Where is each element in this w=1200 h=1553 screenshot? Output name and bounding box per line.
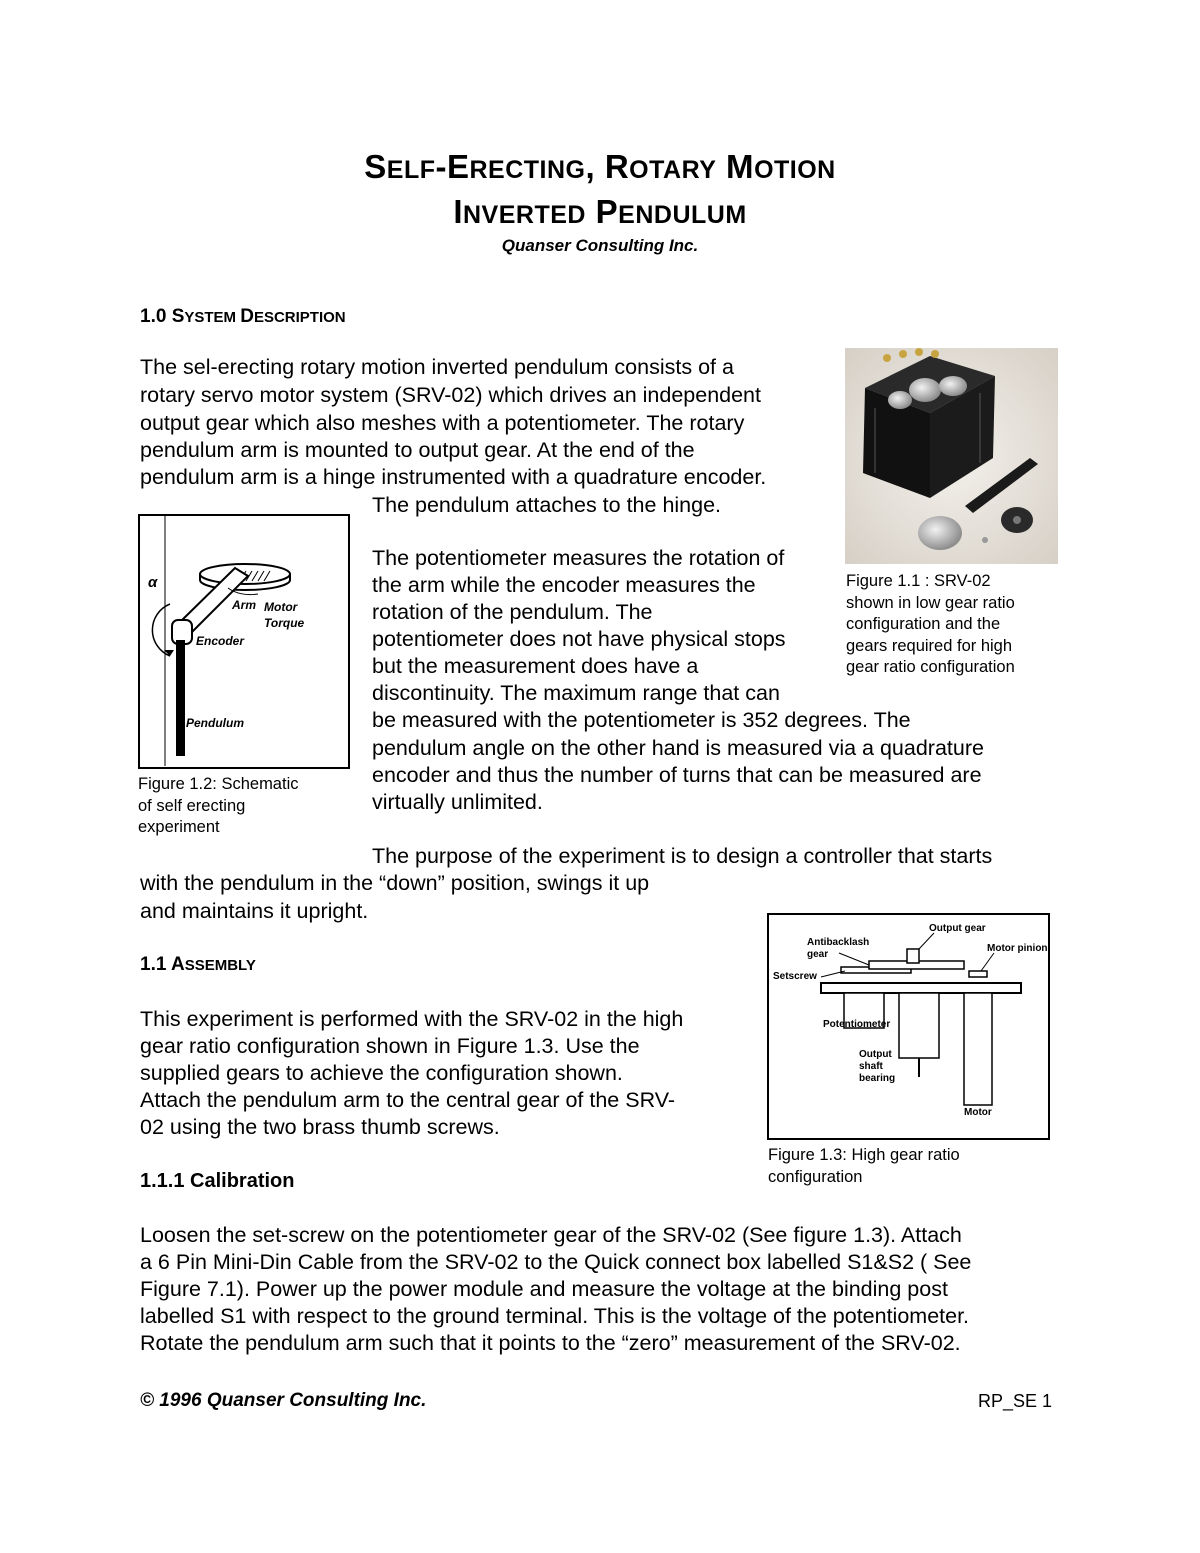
text-line: The pendulum attaches to the hinge. [372,493,722,517]
text-line: Loosen the set-screw on the potentiometer gear of the SRV-02 (See figure 1.3). Attach [140,1223,962,1247]
text-line: labelled S1 with respect to the ground terminal. This is the voltage of the potentiometer. [140,1304,970,1328]
text-line: Rotate the pendulum arm such that it points to the “zero” measurement of the SRV-02. [140,1331,961,1355]
heading-part: YSTEM [184,309,241,326]
setscrew-label: Setscrew [773,971,817,982]
motor-pinion-label: Motor pinion [987,943,1048,954]
footer-copyright: © 1996 Quanser Consulting Inc. [140,1390,427,1411]
heading-part: 1.1 A [140,954,185,975]
caption-line: Figure 1.1 : SRV-02 [846,572,991,590]
footer-page-id: RP_SE 1 [978,1391,1053,1411]
text-line: potentiometer does not have physical stops [372,627,786,651]
caption-line: Figure 1.2: Schematic [138,775,299,793]
title-part: M [716,148,755,185]
text-line: Attach the pendulum arm to the central gear of the SRV- [140,1088,676,1112]
title-part: -E [435,148,470,185]
gear-label: gear [807,949,829,960]
text-line: pendulum arm is a hinge instrumented with a quadrature encoder. [140,465,767,489]
text-line: supplied gears to achieve the configuration shown. [140,1061,623,1085]
figure-1-3-caption [768,1145,960,1188]
subtitle: Quanser Consulting Inc. [501,236,699,255]
text-line: 02 using the two brass thumb screws. [140,1115,500,1139]
text-line: gear ratio configuration shown in Figure 1.3. Use the [140,1034,640,1058]
figure-1-2-frame [138,514,350,769]
title-part: S [364,148,387,185]
section-heading-1-1-1: 1.1.1 Calibration [140,1170,295,1192]
antibacklash-label: Antibacklash [807,937,870,948]
text-line: The purpose of the experiment is to design a controller that starts [372,844,993,868]
figure-1-1-photo [845,348,1058,564]
text-line: a 6 Pin Mini-Din Cable from the SRV-02 to the Quick connect box labelled S1&S2 ( See [140,1250,972,1274]
text-line: The potentiometer measures the rotation of [372,546,785,570]
text-line: the arm while the encoder measures the [372,573,756,597]
bearing-label: bearing [859,1073,896,1084]
title-part: ENDULUM [618,201,747,229]
output-label: Output [859,1049,892,1060]
pendulum-label: Pendulum [186,716,245,730]
text-line: be measured with the potentiometer is 352 degrees. The [372,708,911,732]
encoder-label: Encoder [196,634,245,648]
srv-02-photo-illustration [845,348,1058,564]
potentiometer-label: Potentiometer [823,1019,891,1030]
title-part: RECTING [469,156,586,184]
caption-line: configuration [768,1167,863,1186]
caption-line: experiment [138,818,220,836]
text-line: with the pendulum in the “down” position, swings it up [140,871,650,895]
title-part: NVERTED [463,201,586,229]
title-part: , R [585,148,630,185]
output-gear-label: Output gear [929,923,986,934]
motor-label: Motor [264,600,298,614]
caption-line: of self erecting [138,796,246,815]
text-line: encoder and thus the number of turns that can be measured are [372,763,982,787]
title-part: P [585,193,619,230]
motor-label: Motor [964,1107,992,1118]
shaft-label: shaft [859,1061,883,1072]
text-line: pendulum angle on the other hand is measured via a quadrature [372,736,984,760]
caption-line: shown in low gear ratio [846,593,1015,612]
heading-part: 1.0 S [140,306,185,327]
title-line-2 [0,193,1200,231]
figure-1-3-frame [767,913,1050,1140]
section-heading-1-0 [140,306,346,328]
caption-line: Figure 1.3: High gear ratio [768,1146,960,1164]
text-line: but the measurement does have a [372,654,699,678]
torque-label: Torque [264,616,305,630]
heading-part: SSEMBLY [184,957,256,974]
text-line: rotary servo motor system (SRV-02) which drives an independent [140,383,761,407]
text-line: virtually unlimited. [372,790,543,814]
title-part: ELF [386,156,436,184]
alpha-label: α [148,574,158,591]
text-line: Figure 7.1). Power up the power module and measure the voltage at the binding post [140,1277,948,1301]
arm-label: Arm [232,598,257,612]
caption-line: gears required for high [846,636,1013,655]
text-line: pendulum arm is mounted to output gear. At the end of the [140,438,695,462]
text-line: discontinuity. The maximum range that can [372,681,780,705]
title-part: OTION [754,156,836,184]
figure-1-1-caption [846,571,1015,679]
title-part: OTARY [629,156,717,184]
text-line: The sel-erecting rotary motion inverted pendulum consists of a [140,355,734,379]
section-heading-1-1 [140,954,256,976]
title-line-1 [0,148,1200,186]
title-part: I [453,193,463,230]
heading-part: D [240,306,254,327]
text-line: and maintains it upright. [140,899,369,923]
text-line: output gear which also meshes with a potentiometer. The rotary [140,411,745,435]
text-line: rotation of the pendulum. The [372,600,653,624]
text-line: This experiment is performed with the SRV-02 in the high [140,1007,684,1031]
caption-line: gear ratio configuration [846,658,1015,676]
heading-part: ESCRIPTION [253,309,346,326]
caption-line: configuration and the [846,615,1001,633]
figure-1-2-caption [138,774,299,839]
